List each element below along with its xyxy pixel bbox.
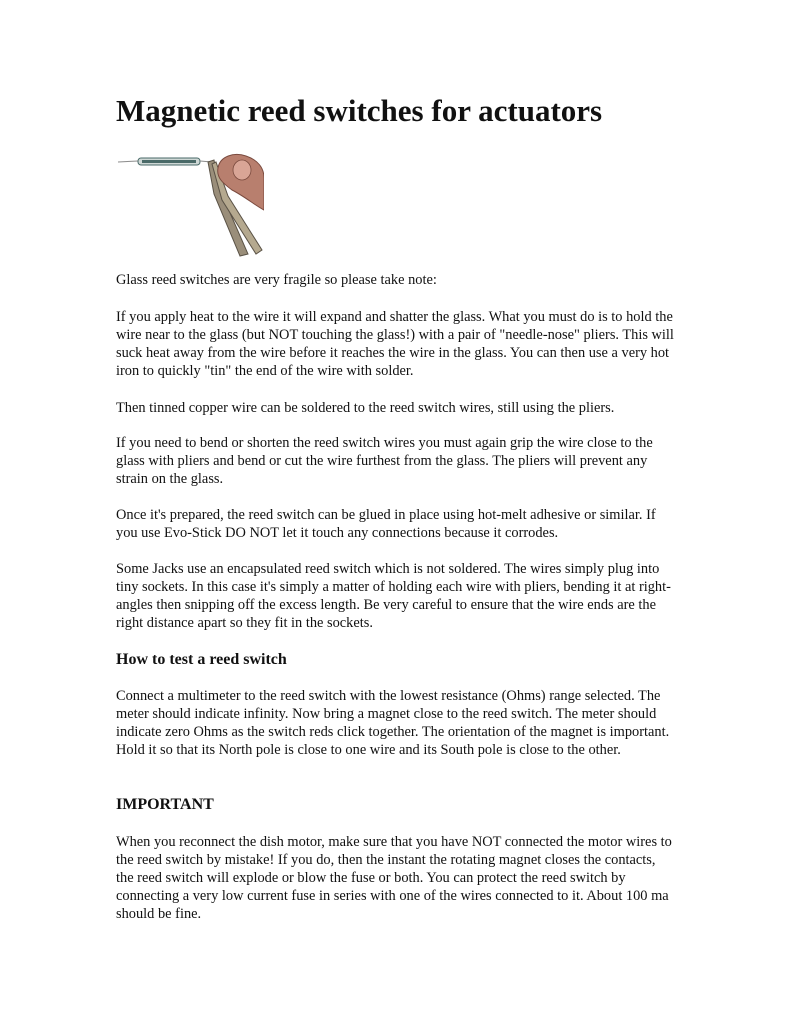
encapsulated-paragraph: Some Jacks use an encapsulated reed switch which is not soldered. The wires simply plug into tiny sockets. In this case it's simply a matter of holding each wire with pliers, bending it at right-angles then snipping off the excess length. Be very careful to ensure that the wire ends are the right distance apart so they fit in the sockets.: [116, 561, 671, 631]
tinned-wire-paragraph: Then tinned copper wire can be soldered to the reed switch wires, still using the pliers.: [116, 400, 615, 416]
test-heading: How to test a reed switch: [116, 651, 287, 668]
test-paragraph: Connect a multimeter to the reed switch with the lowest resistance (Ohms) range selected. The meter should indicate infinity. Now bring a magnet close to the reed switch. The meter should indicate zero Ohms as the switch reds click together. The orientation of the magnet is important. Hold it so that its North pole is close to one wire and its South pole is close to the other.: [116, 688, 670, 758]
important-paragraph: When you reconnect the dish motor, make sure that you have NOT connected the motor wires to the reed switch by mistake! If you do, then the instant the rotating magnet closes the contacts, the reed switch will explode or blow the fuse or both. You can protect the reed switch by connecting a very low current fuse in series with one of the wires connected to it. About 100 ma should be fine.: [116, 834, 672, 922]
reed-switch-pliers-photo: [116, 150, 264, 258]
page-title: Magnetic reed switches for actuators: [116, 93, 603, 128]
glue-paragraph: Once it's prepared, the reed switch can be glued in place using hot-melt adhesive or similar. If you use Evo-Stick DO NOT let it touch any connections because it corrodes.: [116, 507, 656, 541]
important-heading: IMPORTANT: [116, 796, 214, 813]
intro-paragraph: Glass reed switches are very fragile so please take note:: [116, 272, 437, 288]
heat-paragraph: If you apply heat to the wire it will expand and shatter the glass. What you must do is to hold the wire near to the glass (but NOT touching the glass!) with a pair of "needle-nose" pliers. This will suck heat away from the wire before it reaches the wire in the glass. You can then use a very hot iron to quickly "tin" the end of the wire with solder.: [116, 309, 674, 379]
bend-paragraph: If you need to bend or shorten the reed switch wires you must again grip the wire close to the glass with pliers and bend or cut the wire furthest from the glass. The pliers will prevent any strain on the glass.: [116, 435, 653, 487]
